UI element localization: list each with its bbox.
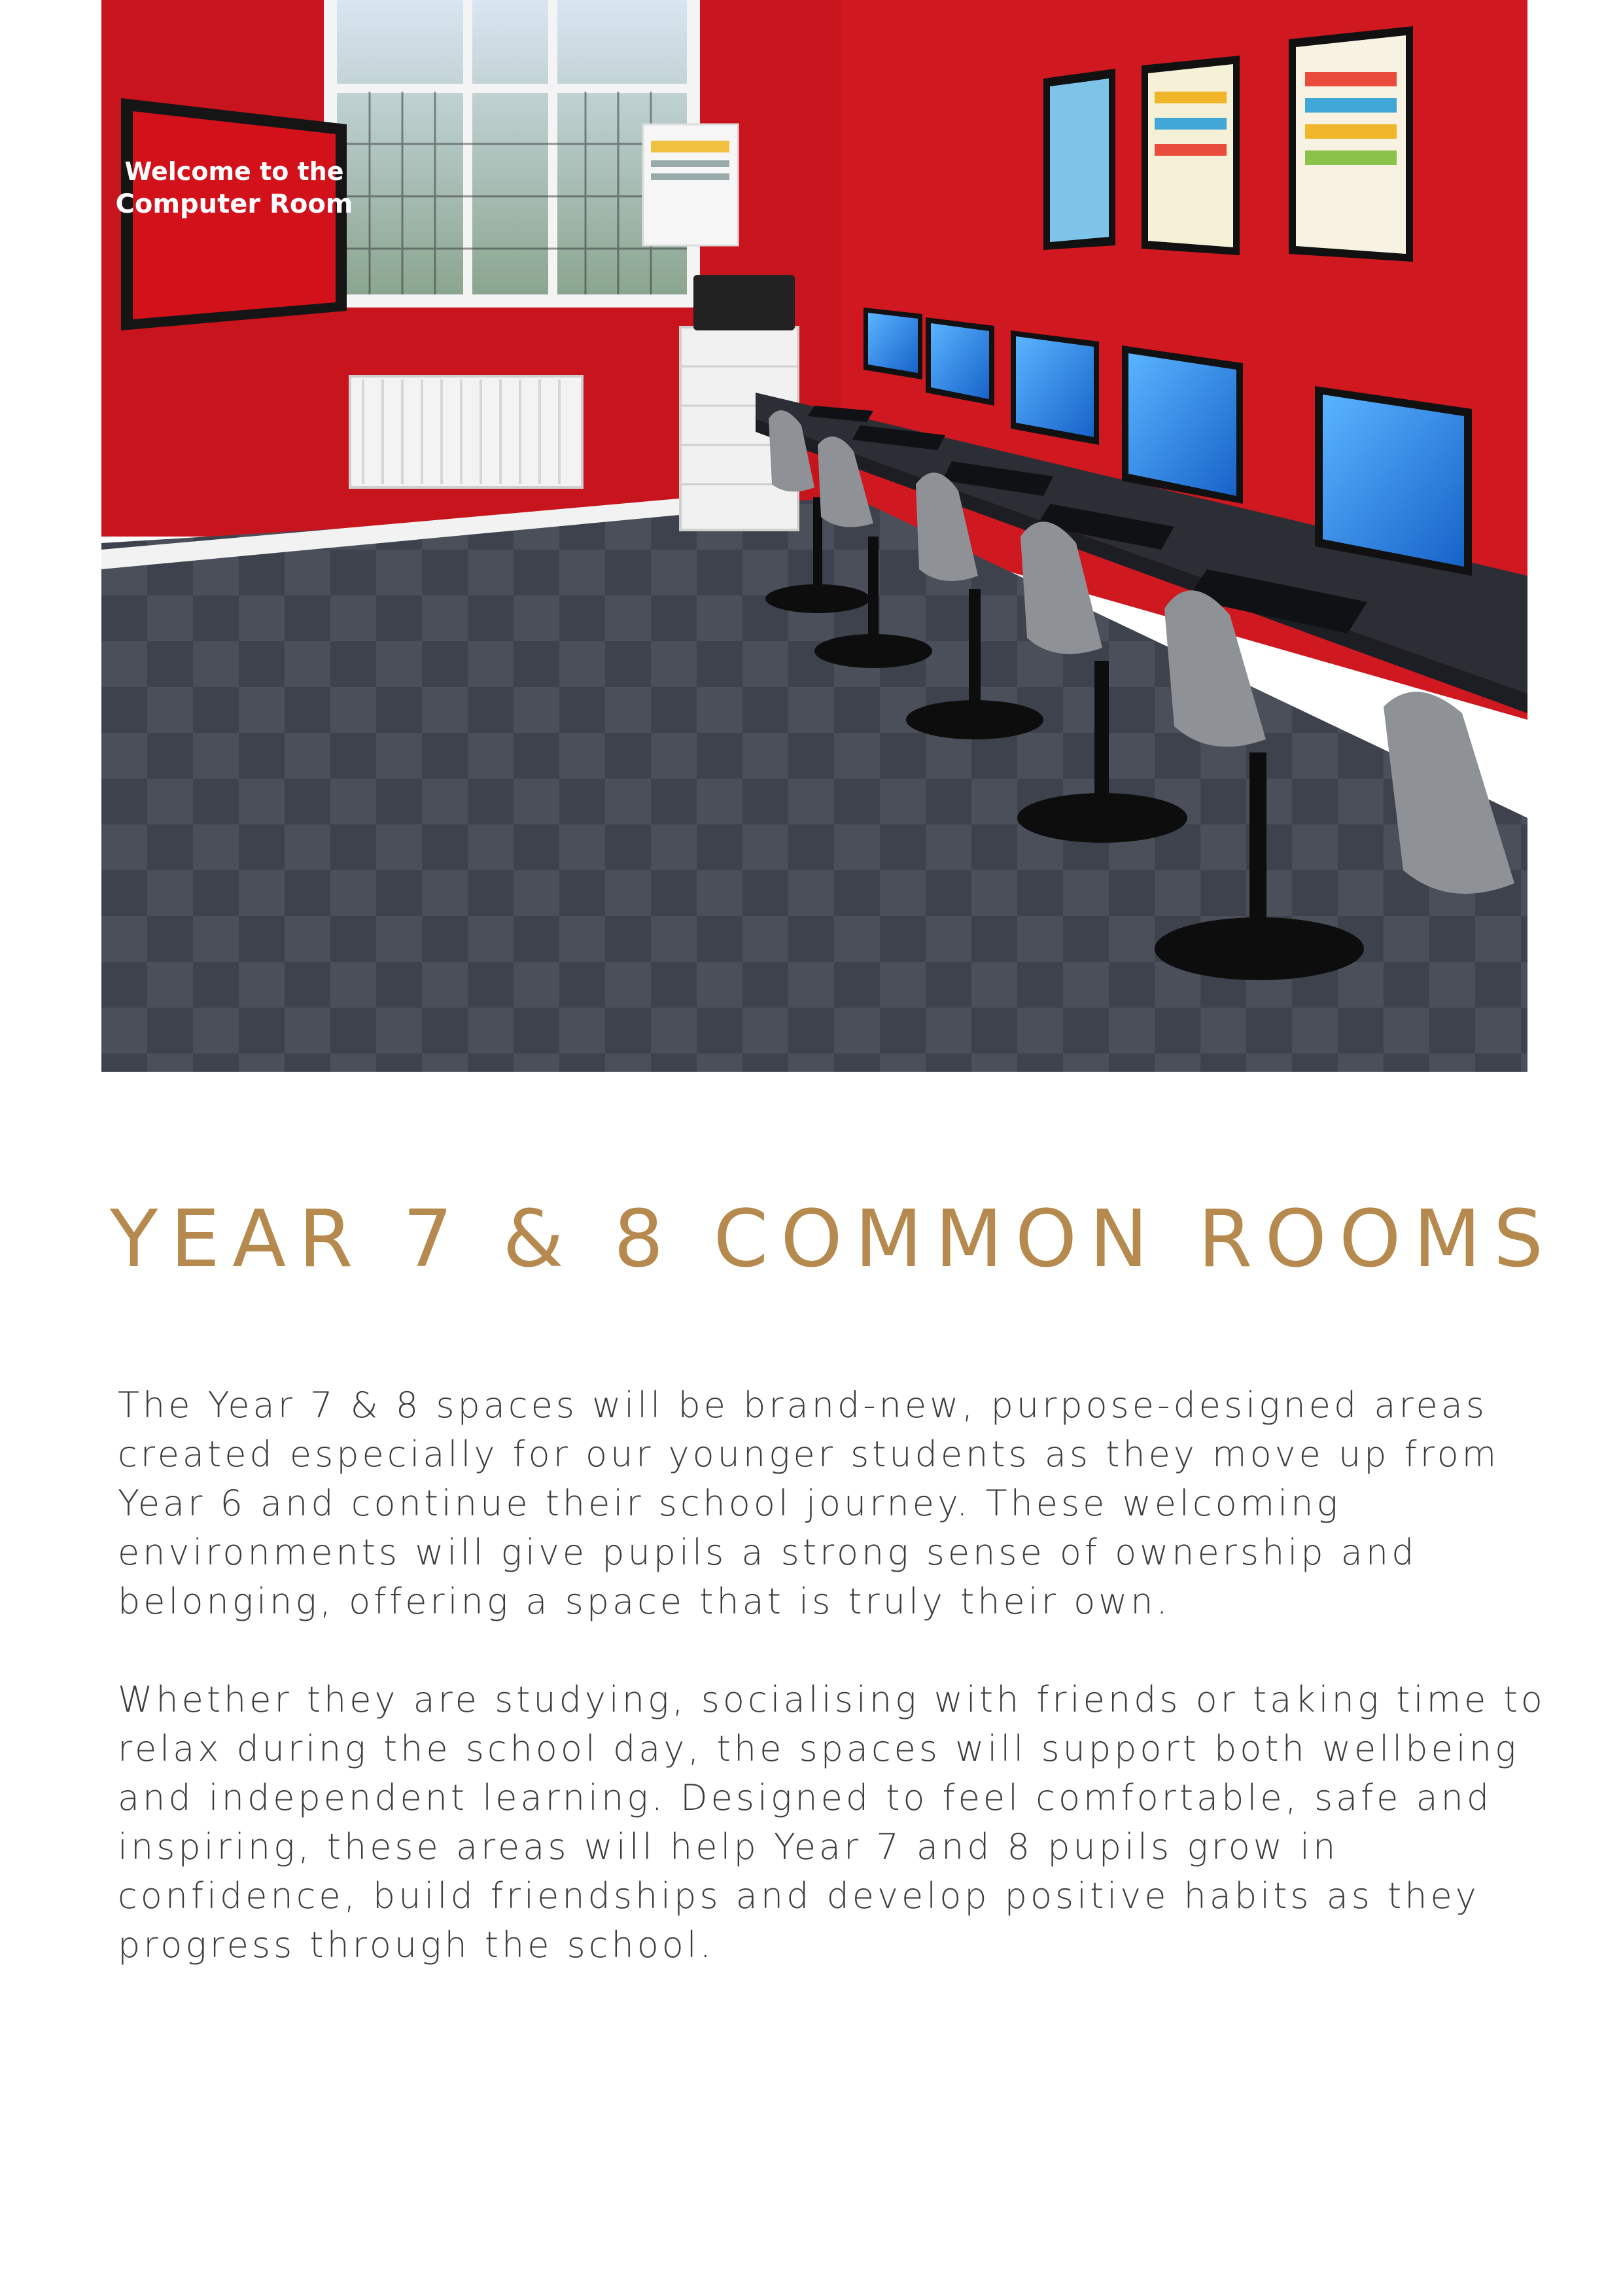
computer-room-photo [101, 0, 1527, 1072]
text-line: relax during the school day, the spaces will support both wellbeing [118, 1728, 1520, 1769]
paragraph-1 [118, 1381, 1524, 1626]
text-line: environments will give pupils a strong sense of ownership and [118, 1532, 1418, 1573]
printer [693, 275, 795, 330]
body-text [118, 1381, 1546, 2019]
text-line: Year 6 and continue their school journey. These welcoming [118, 1483, 1341, 1524]
tv-text-line-2: Computer Room [115, 189, 353, 219]
text-line: inspiring, these areas will help Year 7 and 8 pupils grow in [118, 1826, 1339, 1867]
text-line: The Year 7 & 8 spaces will be brand-new, purpose-designed areas [118, 1385, 1488, 1426]
section-heading: YEAR 7 & 8 COMMON ROOMS [110, 1194, 1556, 1285]
radiator [350, 376, 582, 487]
text-line: and independent learning. Designed to feel comfortable, safe and [118, 1777, 1493, 1818]
text-line: progress through the school. [118, 1924, 714, 1966]
computer-room-illustration [101, 0, 1527, 1072]
text-line: confidence, build friendships and develop positive habits as they [118, 1875, 1480, 1916]
paragraph-2 [118, 1675, 1546, 1969]
text-line: created especially for our younger students as they move up from [118, 1434, 1500, 1475]
tv-text-line-1: Welcome to the [124, 157, 344, 186]
text-line: belonging, offering a space that is truly their own. [118, 1581, 1171, 1622]
text-line: Whether they are studying, socialising with friends or taking time to [118, 1679, 1546, 1720]
